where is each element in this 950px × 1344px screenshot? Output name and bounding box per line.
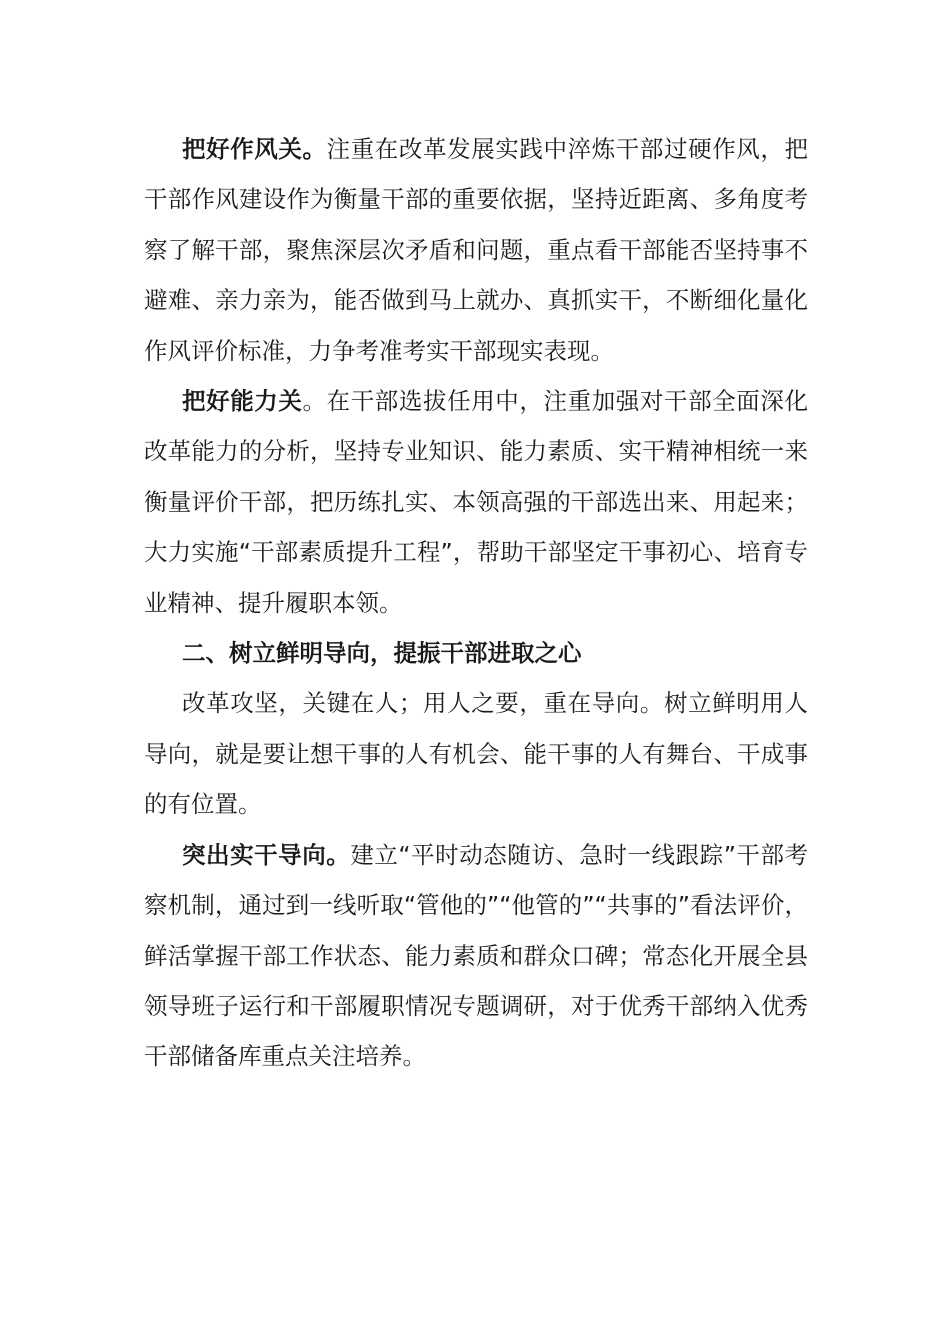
paragraph-text: 。在干部选拔任用中，注重加强对干部全面深化改革能力的分析，坚持专业知识、能力素质、实干精神相统一来衡量评价干部，把历练扎实、本领高强的干部选出来、用起来；大力实施“干部素质提升工程”，帮助干部坚定干事初心、培育专业精神、提升履职本领。	[144, 387, 808, 617]
paragraph-lead: 把好能力关	[182, 387, 303, 416]
paragraph-text: 建立“平时动态随访、急时一线跟踪”干部考察机制，通过到一线听取“管他的”“他管的”“共事的”看法评价，鲜活掌握干部工作状态、能力素质和群众口碑；常态化开展全县领导班子运行和干部履职情况专题调研，对于优秀干部纳入优秀干部储备库重点关注培养。	[144, 840, 808, 1071]
paragraph-practical-orientation	[144, 830, 808, 1082]
paragraph-ability	[144, 376, 808, 628]
paragraph-text: 改革攻坚，关键在人；用人之要，重在导向。树立鲜明用人导向，就是要让想干事的人有机会、能干事的人有舞台、干成事的有位置。	[144, 689, 808, 819]
paragraph-text: 注重在改革发展实践中淬炼干部过硬作风，把干部作风建设作为衡量干部的重要依据，坚持近距离、多角度考察了解干部，聚焦深层次矛盾和问题，重点看干部能否坚持事不避难、亲力亲为，能否做到马上就办、真抓实干，不断细化量化作风评价标准，力争考准考实干部现实表现。	[144, 135, 809, 365]
paragraph-lead: 把好作风关。	[182, 135, 327, 163]
paragraph-guidance-intro	[144, 678, 808, 829]
document-body	[144, 124, 808, 1082]
paragraph-lead: 突出实干导向。	[182, 840, 351, 869]
paragraph-work-style	[144, 124, 808, 376]
section-heading: 二、树立鲜明导向，提振干部进取之心	[182, 639, 582, 668]
